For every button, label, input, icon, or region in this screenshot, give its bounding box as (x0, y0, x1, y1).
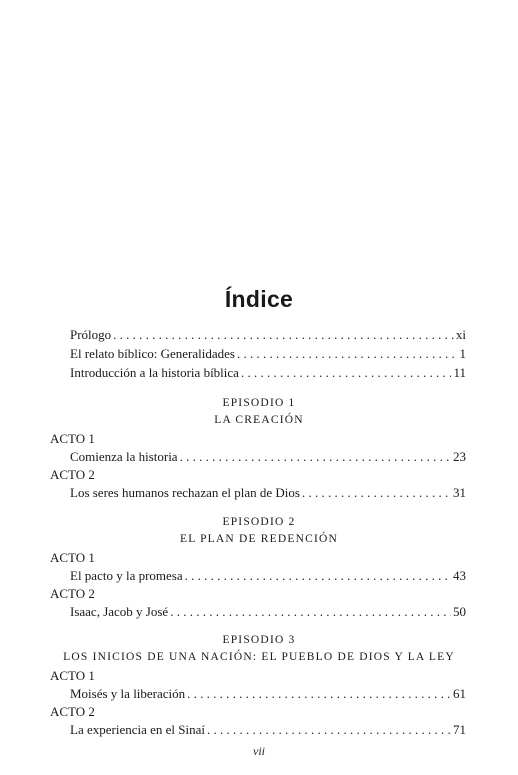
episode-number: EPISODIO 3 (222, 634, 296, 646)
toc-entry-prologo (70, 326, 466, 344)
dot-leader (207, 721, 451, 739)
act-heading: ACTO 2 (50, 467, 95, 482)
toc-entry-label: Comienza la historia (70, 449, 178, 464)
toc-entry-page: xi (455, 327, 466, 342)
page-number: vii (253, 744, 265, 758)
episode-name: LA CREACIÓN (214, 414, 304, 426)
episode-name: EL PLAN DE REDENCIÓN (179, 533, 339, 545)
dot-leader (180, 448, 451, 466)
dot-leader (113, 326, 454, 344)
act-heading: ACTO 2 (50, 586, 95, 601)
toc-entry-label: Moisés y la liberación (70, 686, 186, 701)
toc-entry-page: 11 (453, 365, 466, 380)
toc-entry-page: 23 (453, 449, 466, 464)
toc-entry-page: 61 (453, 686, 466, 701)
toc-entry-label: El pacto y la promesa (70, 568, 183, 583)
episode-number: EPISODIO 1 (222, 397, 296, 409)
toc-entry-page: 71 (453, 722, 466, 737)
toc-entry-page: 31 (453, 485, 466, 500)
dot-leader (187, 685, 451, 703)
act-heading: ACTO 1 (50, 550, 95, 565)
toc-entry (70, 685, 466, 703)
toc-entry-label: Introducción a la historia bíblica (70, 365, 239, 380)
act-heading: ACTO 1 (50, 668, 95, 683)
toc-entry-page: 1 (459, 346, 466, 361)
toc-entry-label: El relato bíblico: Generalidades (70, 346, 235, 361)
toc-entry (70, 448, 466, 466)
toc-entry-page: 50 (453, 604, 466, 619)
toc-entry (70, 484, 466, 502)
dot-leader (241, 364, 452, 382)
toc-entry-label: Isaac, Jacob y José (70, 604, 169, 619)
toc-entry (70, 603, 466, 621)
dot-leader (185, 567, 451, 585)
toc-entry-page: 43 (453, 568, 466, 583)
toc-entry-relato (70, 345, 466, 363)
toc-entry-label: Los seres humanos rechazan el plan de Dios (70, 485, 300, 500)
dot-leader (237, 345, 458, 363)
toc-entry-label: Prólogo (70, 327, 112, 342)
act-heading: ACTO 2 (50, 704, 95, 719)
toc-entry (70, 567, 466, 585)
toc-entry-introduccion (70, 364, 466, 382)
episode-number: EPISODIO 2 (222, 516, 296, 528)
toc-entry-label: La experiencia en el Sinaí (70, 722, 205, 737)
toc-entry (70, 721, 466, 739)
dot-leader (302, 484, 451, 502)
page-title: Índice (224, 286, 294, 312)
dot-leader (170, 603, 451, 621)
episode-name: LOS INICIOS DE UNA NACIÓN: EL PUEBLO DE DIOS Y LA LEY (63, 651, 455, 663)
act-heading: ACTO 1 (50, 431, 95, 446)
